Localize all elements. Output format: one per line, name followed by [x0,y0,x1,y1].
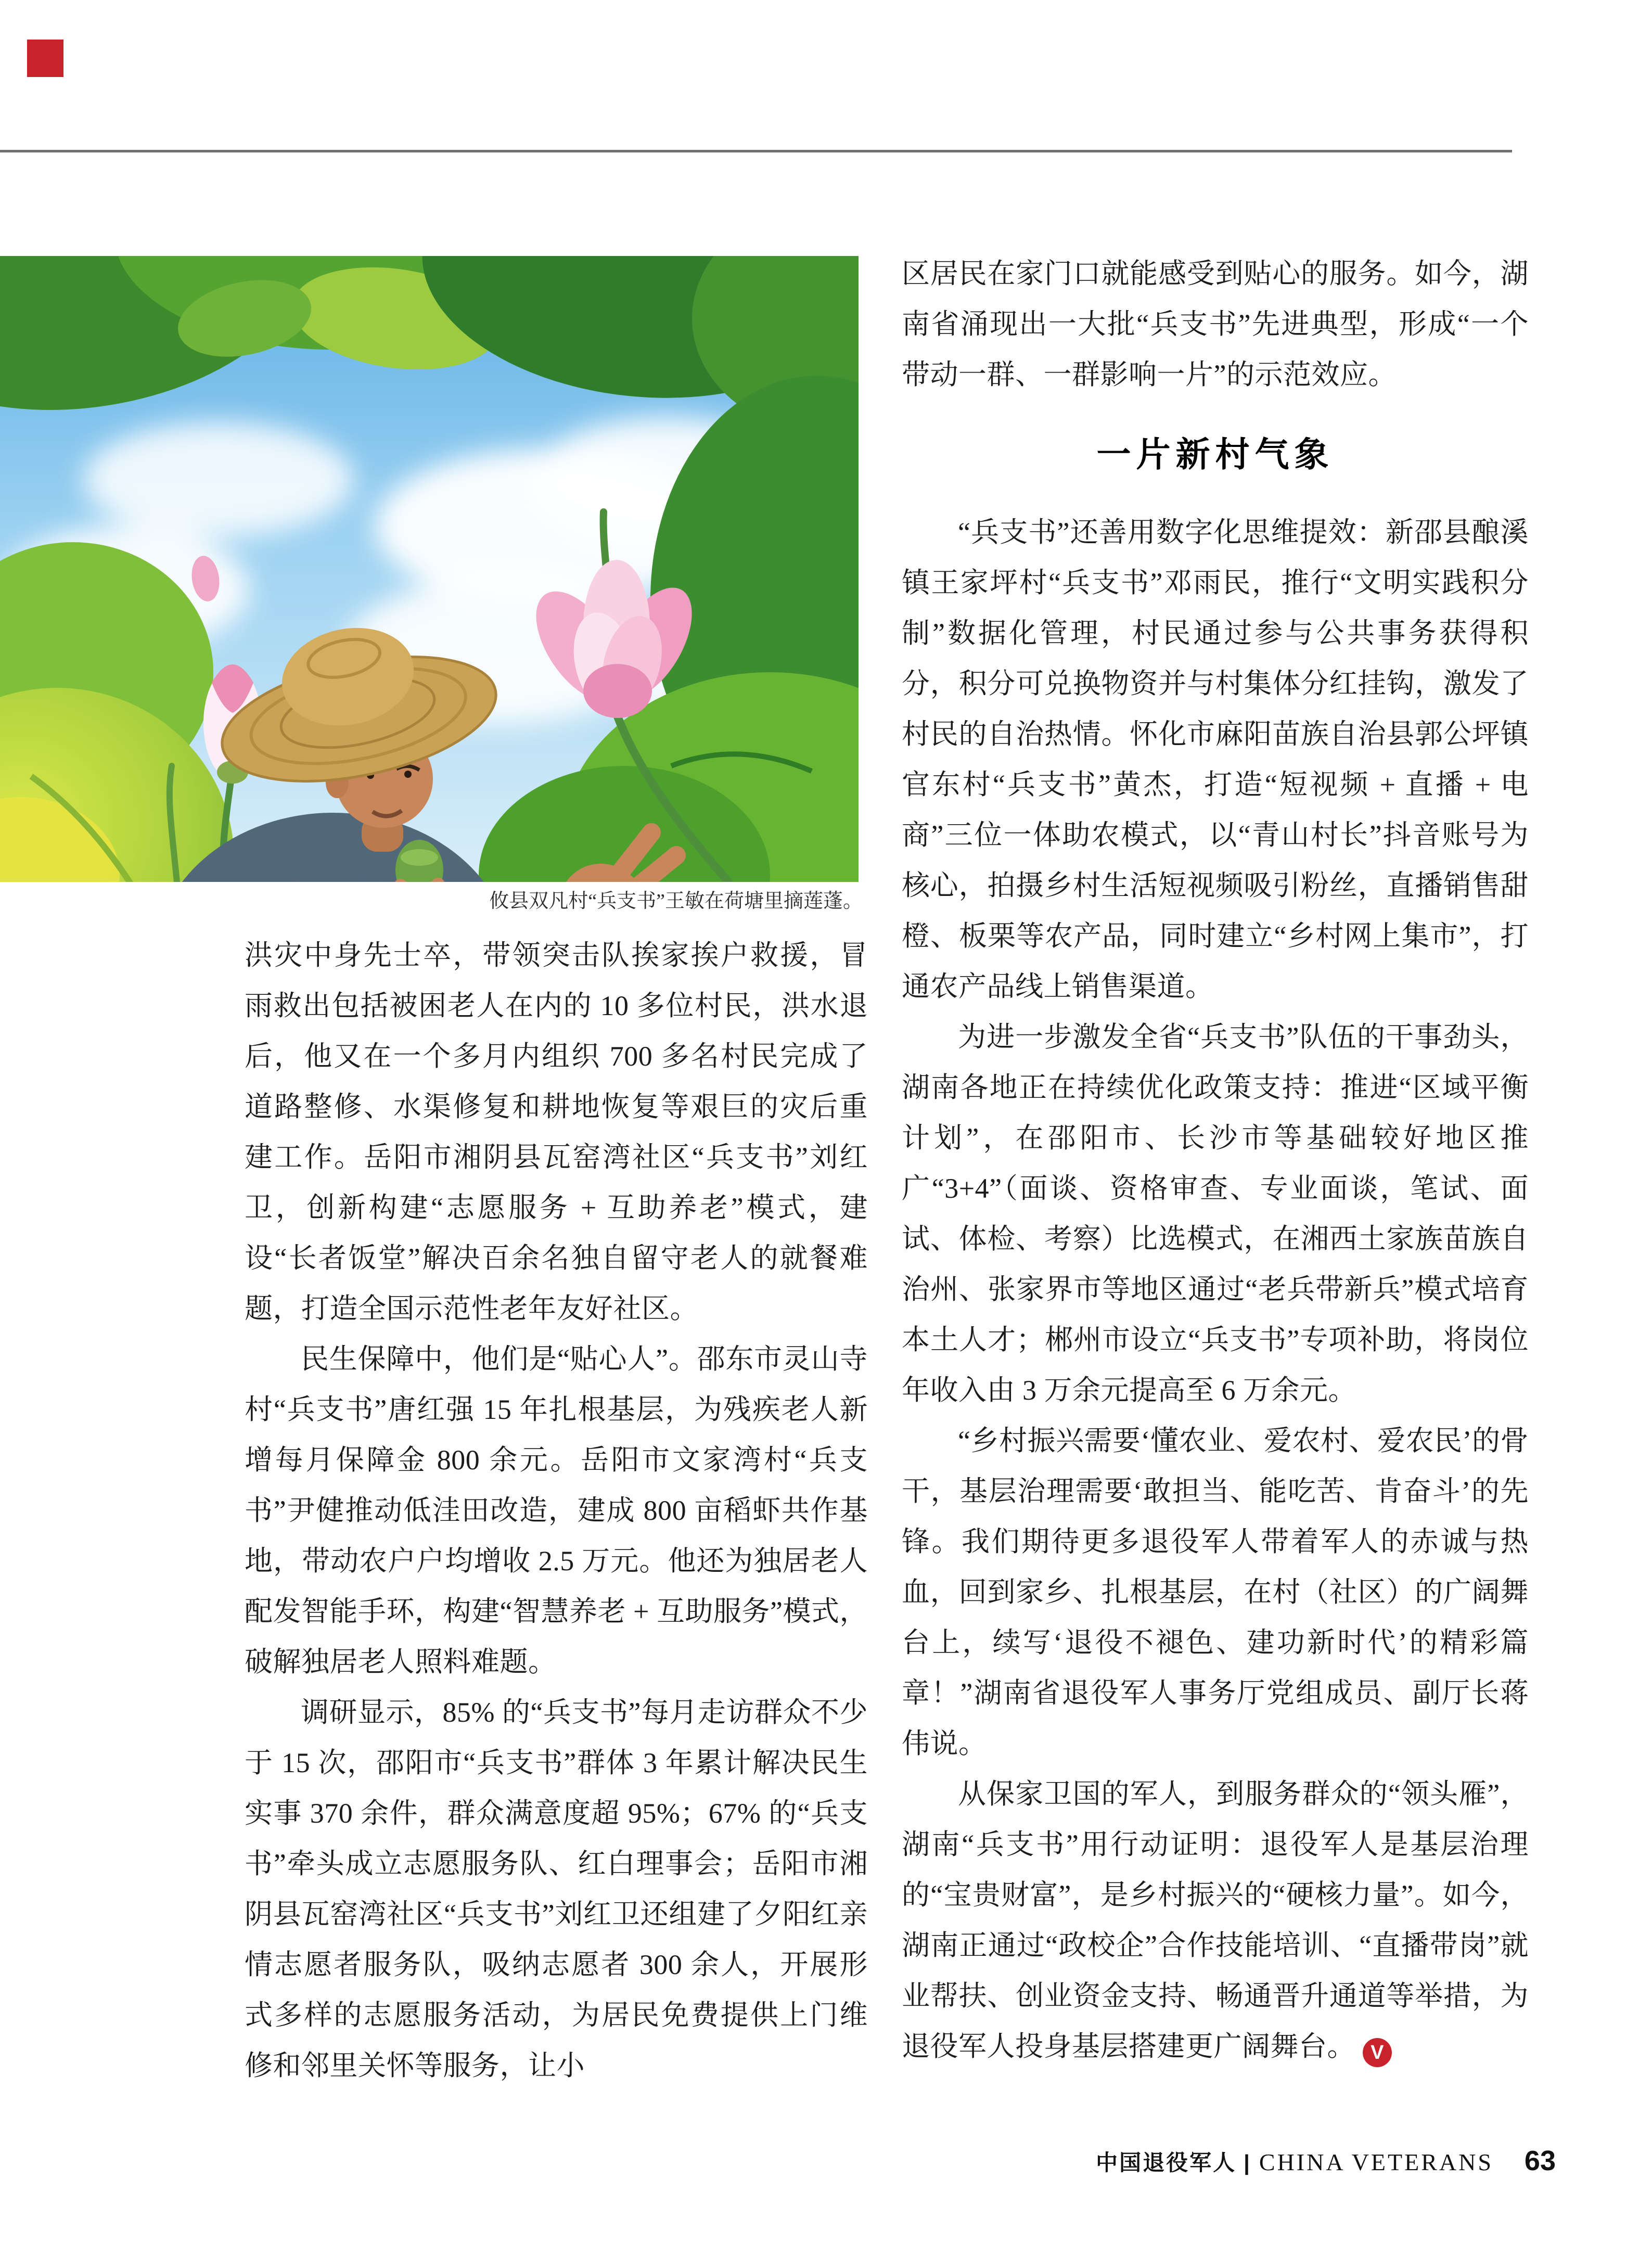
header-rule [0,150,1512,152]
right-text-column [902,249,1529,2072]
body-paragraph: 民生保障中，他们是“贴心人”。邵东市灵山寺村“兵支书”唐红强 15 年扎根基层，为残疾老人新增每月保障金 800 余元。岳阳市文家湾村“兵支书”尹健推动低洼田改造，建成 800 亩稻虾共作基地，带动农户户均增收 2.5 万元。他还为独居老人配发智能手环，构建“智慧养老 + 互助服务”模式，破解独居老人照料难题。 [245,1343,868,1677]
magazine-title-cn: 中国退役军人 [1096,2150,1237,2175]
left-text-column [245,930,868,2091]
red-corner-marker [27,40,63,77]
footer-divider: | [1244,2150,1250,2175]
lotus-pond-photo [0,256,859,882]
body-paragraph: “兵支书”还善用数字化思维提效：新邵县酿溪镇王家坪村“兵支书”邓雨民，推行“文明实践积分制”数据化管理，村民通过参与公共事务获得积分，积分可兑换物资并与村集体分红挂钩，激发了村民的自治热情。怀化市麻阳苗族自治县郭公坪镇官东村“兵支书”黄杰，打造“短视频 + 直播 + 电商”三位一体助农模式，以“青山村长”抖音账号为核心，拍摄乡村生活短视频吸引粉丝，直播销售甜橙、板栗等农产品，同时建立“乡村网上集市”，打通农产品线上销售渠道。 [902,517,1529,1002]
body-paragraph: 洪灾中身先士卒，带领突击队挨家挨户救援，冒雨救出包括被困老人在内的 10 多位村民，洪水退后，他又在一个多月内组织 700 多名村民完成了道路整修、水渠修复和耕地恢复等艰巨的灾后重建工作。岳阳市湘阴县瓦窑湾社区“兵支书”刘红卫，创新构建“志愿服务 + 互助养老”模式，建设“长者饭堂”解决百余名独自留守老人的就餐难题，打造全国示范性老年友好社区。 [245,940,868,1324]
page-footer [1096,2145,1556,2177]
body-paragraph: 调研显示，85% 的“兵支书”每月走访群众不少于 15 次，邵阳市“兵支书”群体 3 年累计解决民生实事 370 余件，群众满意度超 95%；67% 的“兵支书”牵头成立志愿服务队、红白理事会；岳阳市湘阴县瓦窑湾社区“兵支书”刘红卫还组建了夕阳红亲情志愿者服务队，吸纳志愿者 300 余人，开展形式多样的志愿服务活动，为居民免费提供上门维修和邻里关怀等服务，让小 [245,1697,868,2081]
article-end-mark-icon: V [1363,2038,1392,2067]
body-paragraph: 区居民在家门口就能感受到贴心的服务。如今，湖南省涌现出一大批“兵支书”先进典型，形成“一个带动一群、一群影响一片”的示范效应。 [902,258,1529,390]
magazine-title-en: CHINA VETERANS [1259,2149,1493,2175]
lotus-pond-photo-illustration [0,256,859,882]
body-paragraph-text: 从保家卫国的军人，到服务群众的“领头雁”，湖南“兵支书”用行动证明：退役军人是基层治理的“宝贵财富”，是乡村振兴的“硬核力量”。如今，湖南正通过“政校企”合作技能培训、“直播带岗”就业帮扶、创业资金支持、畅通晋升通道等举措，为退役军人投身基层搭建更广阔舞台。 [902,1778,1529,2062]
body-paragraph: 为进一步激发全省“兵支书”队伍的干事劲头，湖南各地正在持续优化政策支持：推进“区域平衡计划”，在邵阳市、长沙市等基础较好地区推广“3+4”（面谈、资格审查、专业面谈，笔试、面试、体检、考察）比选模式，在湘西土家族苗族自治州、张家界市等地区通过“老兵带新兵”模式培育本土人才；郴州市设立“兵支书”专项补助，将岗位年收入由 3 万余元提高至 6 万余元。 [902,1021,1529,1406]
page-number: 63 [1524,2145,1556,2176]
body-paragraph: “乡村振兴需要‘懂农业、爱农村、爱农民’的骨干，基层治理需要‘敢担当、能吃苦、肯奋斗’的先锋。我们期待更多退役军人带着军人的赤诚与热血，回到家乡、扎根基层，在村（社区）的广阔舞台上，续写‘退役不褪色、建功新时代’的精彩篇章！”湖南省退役军人事务厅党组成员、副厅长蒋伟说。 [902,1425,1529,1759]
body-paragraph [902,1769,1529,2072]
photo-caption: 攸县双凡村“兵支书”王敏在荷塘里摘莲蓬。 [489,890,863,912]
section-heading: 一片新村气象 [1096,435,1334,473]
